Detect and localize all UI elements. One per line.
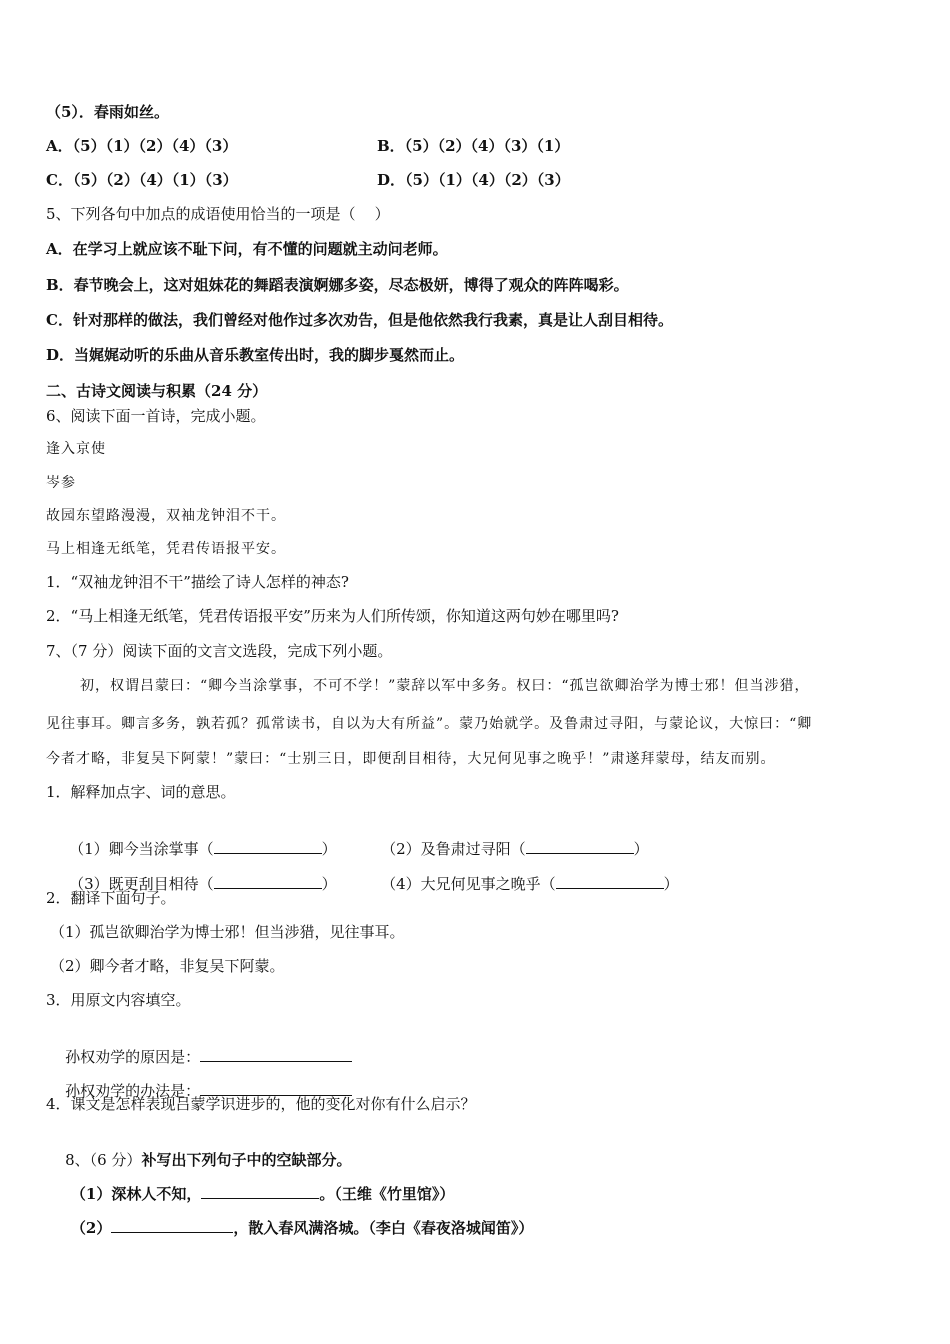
q8-line-1-end: 。（王维《竹里馆》） (319, 1185, 455, 1203)
q7-sub-2: 2．翻译下面句子。 (46, 889, 176, 907)
q7-item-1-text: （1）卿今当涂掌事（ (69, 840, 214, 858)
q7-translate-2: （2）卿今者才略，非复吴下阿蒙。 (50, 957, 285, 975)
poem-line-2: 马上相逢无纸笔，凭君传语报平安。 (46, 541, 286, 557)
q5-option-b: B．春节晚会上，这对姐妹花的舞蹈表演婀娜多姿，尽态极妍，博得了观众的阵阵喝彩。 (46, 276, 629, 294)
q8-stem-text: 补写出下列句子中的空缺部分。 (141, 1151, 352, 1169)
q7-item-3-text: （3）既更刮目相待（ (69, 875, 214, 893)
q8-line-2 (50, 1195, 533, 1261)
q7-translate-1: （1）孤岂欲卿治学为博士邪！但当涉猎，见往事耳。 (50, 923, 405, 941)
q8-stem-number: 8、（6 分） (65, 1151, 142, 1169)
section-2-title: 二、古诗文阅读与积累（24 分） (46, 382, 268, 400)
q7-stem: 7、（7 分）阅读下面的文言文选段，完成下列小题。 (46, 642, 393, 660)
q7-sub-3: 3．用原文内容填空。 (46, 991, 191, 1009)
q5-stem: 5、下列各句中加点的成语使用恰当的一项是（ ） (46, 205, 390, 223)
q4-option-b: B．（5）（2）（4）（3）（1） (377, 137, 570, 155)
q4-option-a: A．（5）（1）（2）（4）（3） (46, 137, 238, 155)
poem-line-1: 故园东望路漫漫，双袖龙钟泪不干。 (46, 508, 286, 524)
q5-option-d: D．当娓娓动听的乐曲从音乐教室传出时，我的脚步戛然而止。 (46, 346, 465, 364)
q7-item-2-close: ） (633, 840, 649, 858)
q4-option-c: C．（5）（2）（4）（1）（3） (46, 171, 238, 189)
q7-item-4 (362, 851, 679, 917)
q6-stem: 6、阅读下面一首诗，完成小题。 (46, 407, 266, 425)
q7-item-3-close: ） (321, 875, 337, 893)
q7-item-4-close: ） (663, 875, 679, 893)
q7-passage-line-2: 见往事耳。卿言多务，孰若孤？孤常读书，自以为大有所益”。蒙乃始就学。及鲁肃过寻阳，与蒙论议，大惊曰：“卿 (46, 716, 813, 732)
q7-fill-reason-text: 孙权劝学的原因是： (65, 1048, 201, 1066)
poem-title: 逢入京使 (46, 441, 106, 457)
q7-item-3-blank[interactable] (214, 873, 322, 889)
q7-fill-method-text: 孙权劝学的办法是： (65, 1082, 201, 1100)
q7-item-4-blank[interactable] (556, 873, 664, 889)
q7-item-1-close: ） (321, 840, 337, 858)
q8-line-2-end: ，散入春风满洛城。（李白《春夜洛城闻笛》） (233, 1219, 534, 1237)
q7-sub-4: 4．课文是怎样表现吕蒙学识进步的，他的变化对你有什么启示？ (46, 1095, 476, 1113)
q4-option-d: D．（5）（1）（4）（2）（3） (377, 171, 570, 189)
q6-sub-1: 1．“双袖龙钟泪不干”描绘了诗人怎样的神态? (46, 573, 349, 591)
q7-sub-1: 1．解释加点字、词的意思。 (46, 783, 236, 801)
poem-author: 岑参 (46, 475, 76, 491)
q5-option-a: A．在学习上就应该不耻下问，有不懂的问题就主动问老师。 (46, 240, 448, 258)
q7-item-2-text: （2）及鲁肃过寻阳（ (381, 840, 526, 858)
q6-sub-2: 2．“马上相逢无纸笔，凭君传语报平安”历来为人们所传颂，你知道这两句妙在哪里吗? (46, 607, 619, 625)
q4-item5: （5）．春雨如丝。 (46, 103, 169, 121)
q8-line-2-blank[interactable] (111, 1217, 233, 1233)
q7-passage-line-3: 今者才略，非复吴下阿蒙！”蒙曰：“士别三日，即便刮目相待，大兄何见事之晚乎！”肃遂拜蒙母，结友而别。 (46, 751, 776, 767)
q5-option-c: C．针对那样的做法，我们曾经对他作过多次劝告，但是他依然我行我素，真是让人刮目相待。 (46, 311, 673, 329)
q8-line-1-start: （1）深林人不知， (70, 1185, 202, 1203)
q7-item-4-text: （4）大兄何见事之晚乎（ (381, 875, 556, 893)
q8-line-2-start: （2） (70, 1219, 112, 1237)
q7-passage-line-1: 初，权谓吕蒙曰：“卿今当涂掌事，不可不学！”蒙辞以军中多务。权曰：“孤岂欲卿治学为博士邪！但当涉猎， (80, 678, 810, 694)
